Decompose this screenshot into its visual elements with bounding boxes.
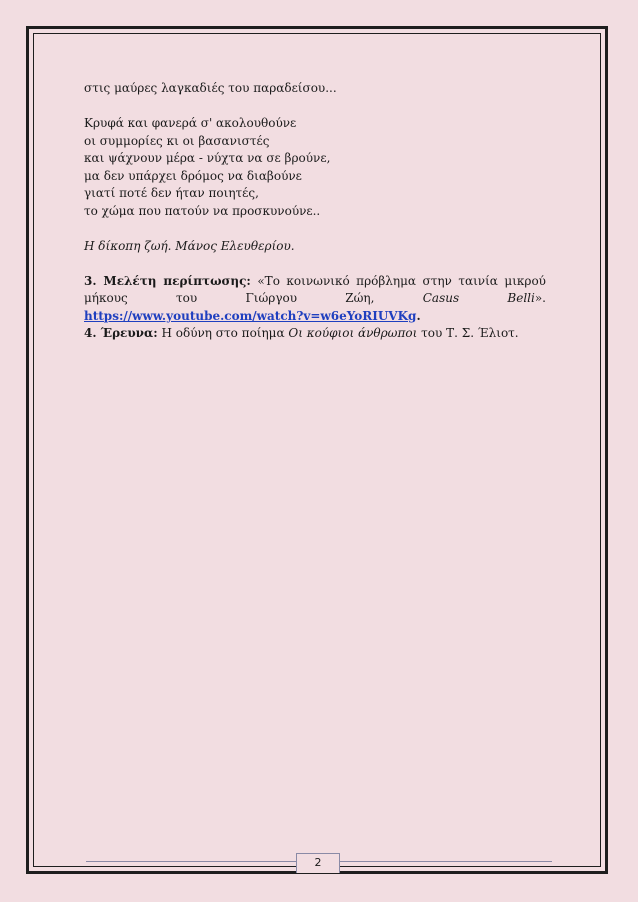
- poem-attribution: Η δίκοπη ζωή. Μάνος Ελευθερίου.: [84, 238, 295, 253]
- item-4-label: 4. Έρευνα:: [84, 326, 158, 340]
- item-4-poem-title: Οι κούφιοι άνθρωποι: [288, 326, 418, 340]
- item-4: [84, 325, 546, 343]
- footer-rule-left: [86, 861, 296, 862]
- poem-line: μα δεν υπάρχει δρόμος να διαβούνε: [84, 168, 302, 183]
- item-3: [84, 273, 546, 326]
- item-3-line-1: [84, 273, 546, 291]
- item-4-text: Η οδύνη στο ποίημα: [157, 326, 289, 340]
- poem-line: και ψάχνουν μέρα - νύχτα να σε βρούνε,: [84, 151, 331, 165]
- poem-line: Κρυφά και φανερά σ' ακολουθούνε: [84, 116, 297, 130]
- poem-stanza: [84, 115, 546, 220]
- poem-line: το χώμα που πατούν να προσκυνούνε..: [84, 203, 321, 218]
- item-3-text: «Το κοινωνικό πρόβλημα στην ταινία μικρού: [257, 273, 546, 288]
- document-body: [84, 80, 546, 343]
- item-3-text-2: μήκους του Γιώργου Ζώη,: [84, 291, 423, 305]
- poem-line: γιατί ποτέ δεν ήταν ποιητές,: [84, 186, 259, 200]
- footer-rule-right: [340, 861, 552, 862]
- page-number: 2: [296, 853, 340, 873]
- poem-line-0: στις μαύρες λαγκαδιές του παραδείσου...: [84, 81, 337, 95]
- youtube-link[interactable]: https://www.youtube.com/watch?v=w6eYoRIUVKg: [84, 308, 417, 323]
- item-3-text-3: ».: [534, 291, 546, 305]
- link-period: .: [416, 308, 421, 323]
- item-3-label: 3. Μελέτη περίπτωσης:: [84, 273, 251, 288]
- item-4-text-2: του Τ. Σ. Έλιοτ.: [417, 326, 519, 340]
- item-3-film-title: Casus Belli: [422, 291, 535, 305]
- item-3-line-2: [84, 290, 546, 308]
- poem-line: οι συμμορίες κι οι βασανιστές: [84, 133, 270, 148]
